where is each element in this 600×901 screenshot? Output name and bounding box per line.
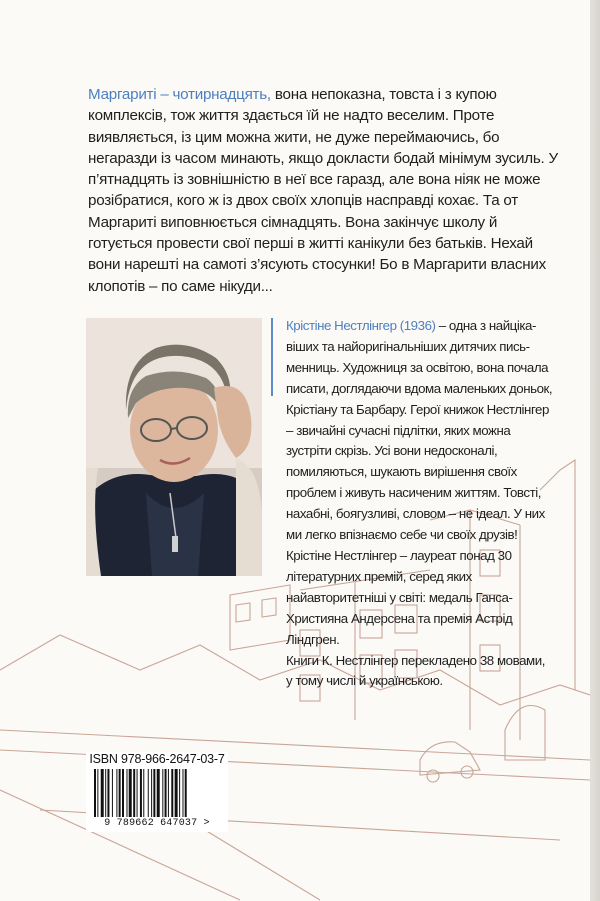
author-translations: Книги К. Нестлінгер перекладено 38 мовами, у тому числі й українською. [286,652,545,689]
spine-edge [590,0,600,901]
barcode-block [86,752,228,832]
author-awards: Крістіне Нестлінгер – лауреат понад 30 літературних премій, серед яких найавторитетніші у світі: медаль Ганса-Християна Андерсена та премія Астрід Ліндгрен. [286,547,513,647]
bio-accent-rule [271,318,273,396]
book-blurb [88,84,558,297]
blurb-lead: Маргариті – чотирнадцять, [88,86,271,103]
barcode-bars [92,769,222,819]
author-name: Крістіне Нестлінгер (1936) [286,318,436,333]
author-bio [286,316,554,692]
isbn-label: ISBN 978-966-2647-03-7 [89,752,225,766]
author-photo [86,318,262,576]
author-text: – одна з найцікавіших та найоригінальніших дитячих письменниць. Художниця за освітою, вона почала писати, доглядаючи вдома маленьких доньок, Крістіану та Барбару. Герої книжок Нестлінгер – звичайні сучасні підлітки, яких можна зустріти скрізь. Усі вони недосконалі, помиляються, шукають вирішення своїх проблем і живуть насиченим життям. Товсті, нахабні, боягузливі, словом – не ідеал. У них ми легко впізнаємо себе чи своїх друзів! [286,318,553,543]
blurb-text: вона непоказна, товста і з купою комплексів, тож життя здається їй не надто веселим. Проте виявляється, із цим можна жити, не дуже переймаючись, бо негаразди із часом минають, якщо докласти бодай мінімум зусиль. У п’ятнадцять із зовнішністю в неї все гаразд, але вона ніяк не може розібратися, кого ж із двох своїх хлопців насправді кохає. Та от Маргариті виповнюється сімнадцять. Вона закінчує школу й готується провести свої перші в житті канікули без батьків. Нехай вони нарешті на самоті з’ясують стосунки! Бо в Маргарити власних клопотів – по саме нікуди... [88,86,558,295]
barcode-digits: 9 789662 647037 > [104,818,210,829]
